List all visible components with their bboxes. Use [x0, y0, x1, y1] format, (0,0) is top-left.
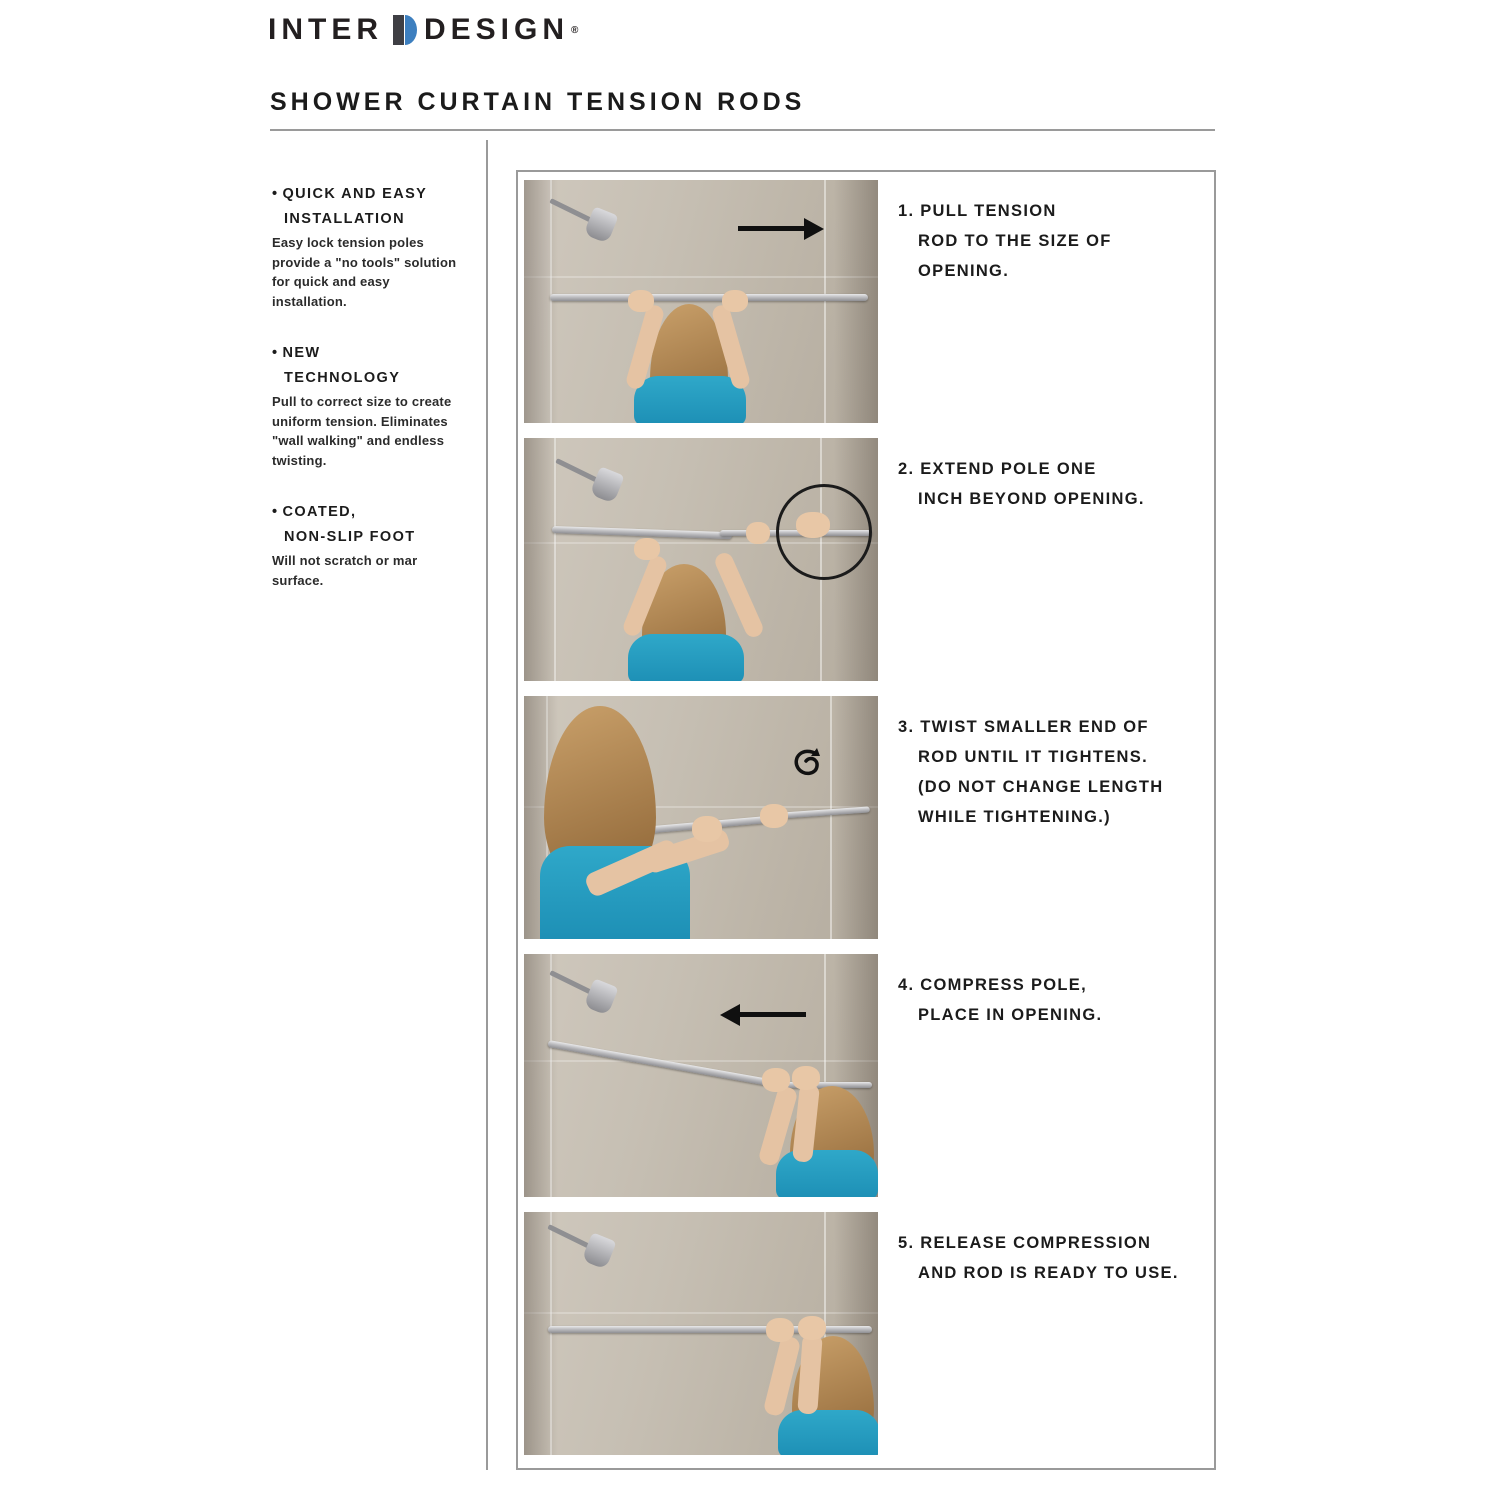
step-instruction — [898, 712, 1208, 832]
brand-logo — [268, 8, 578, 52]
interdesign-split-circle-logo-icon — [393, 15, 417, 45]
twist-rotation-icon — [786, 744, 828, 786]
step-photo — [524, 438, 878, 681]
step-line: AND ROD IS READY TO USE. — [918, 1264, 1179, 1282]
step-line: 5. RELEASE COMPRESSION — [898, 1234, 1152, 1252]
direction-arrow-head-icon — [804, 218, 824, 240]
feature-heading — [272, 500, 462, 550]
step-line: PLACE IN OPENING. — [918, 1006, 1103, 1024]
step-row — [524, 180, 1214, 428]
callout-hand — [796, 512, 830, 538]
bullet-icon: • — [272, 345, 279, 361]
brand-word-left: INTER — [268, 13, 383, 46]
feature-heading-line2: NON-SLIP FOOT — [284, 529, 416, 545]
bullet-icon: • — [272, 186, 279, 202]
feature-heading-line2: TECHNOLOGY — [284, 370, 401, 386]
step-line: 4. COMPRESS POLE, — [898, 976, 1087, 994]
step-line: OPENING. — [918, 262, 1010, 280]
trademark-symbol: ® — [571, 24, 579, 36]
step-row — [524, 954, 1214, 1202]
feature-item — [272, 182, 462, 311]
page-title: SHOWER CURTAIN TENSION RODS — [270, 88, 806, 116]
step-row — [524, 1212, 1214, 1460]
steps-panel — [516, 170, 1216, 1470]
step-line: INCH BEYOND OPENING. — [918, 490, 1145, 508]
direction-arrow-head-icon — [720, 1004, 740, 1026]
direction-arrow — [738, 226, 806, 231]
step-row — [524, 438, 1214, 686]
feature-heading-line1: NEW — [282, 345, 321, 361]
tension-rod — [550, 294, 868, 301]
feature-heading-line1: QUICK AND EASY — [282, 186, 428, 202]
title-divider — [270, 129, 1215, 131]
step-line: WHILE TIGHTENING.) — [918, 808, 1111, 826]
step-photo — [524, 180, 878, 423]
feature-item — [272, 341, 462, 470]
brand-word-right: DESIGN — [424, 13, 570, 46]
step-instruction — [898, 970, 1208, 1030]
step-line: (DO NOT CHANGE LENGTH — [918, 778, 1164, 796]
feature-list — [272, 182, 462, 620]
step-row — [524, 696, 1214, 944]
step-line: ROD UNTIL IT TIGHTENS. — [918, 748, 1148, 766]
feature-heading-line1: COATED, — [282, 504, 357, 520]
feature-body: Easy lock tension poles provide a "no tools" solution for quick and easy installation. — [272, 235, 457, 309]
feature-item — [272, 500, 462, 590]
step-line: 1. PULL TENSION — [898, 202, 1057, 220]
step-line: ROD TO THE SIZE OF — [918, 232, 1112, 250]
tension-rod-left — [547, 1040, 781, 1088]
step-instruction — [898, 454, 1208, 514]
step-photo — [524, 1212, 878, 1455]
feature-heading — [272, 182, 462, 232]
step-photo — [524, 954, 878, 1197]
direction-arrow — [738, 1012, 806, 1017]
feature-heading-line2: INSTALLATION — [284, 211, 405, 227]
bullet-icon: • — [272, 504, 279, 520]
feature-body: Pull to correct size to create uniform tension. Eliminates "wall walking" and endless twisting. — [272, 394, 452, 468]
step-instruction — [898, 1228, 1208, 1288]
feature-heading — [272, 341, 462, 391]
step-line: 2. EXTEND POLE ONE — [898, 460, 1097, 478]
step-photo — [524, 696, 878, 939]
step-line: 3. TWIST SMALLER END OF — [898, 718, 1149, 736]
vertical-divider — [486, 140, 488, 1470]
feature-body: Will not scratch or mar surface. — [272, 553, 418, 588]
step-instruction — [898, 196, 1208, 286]
